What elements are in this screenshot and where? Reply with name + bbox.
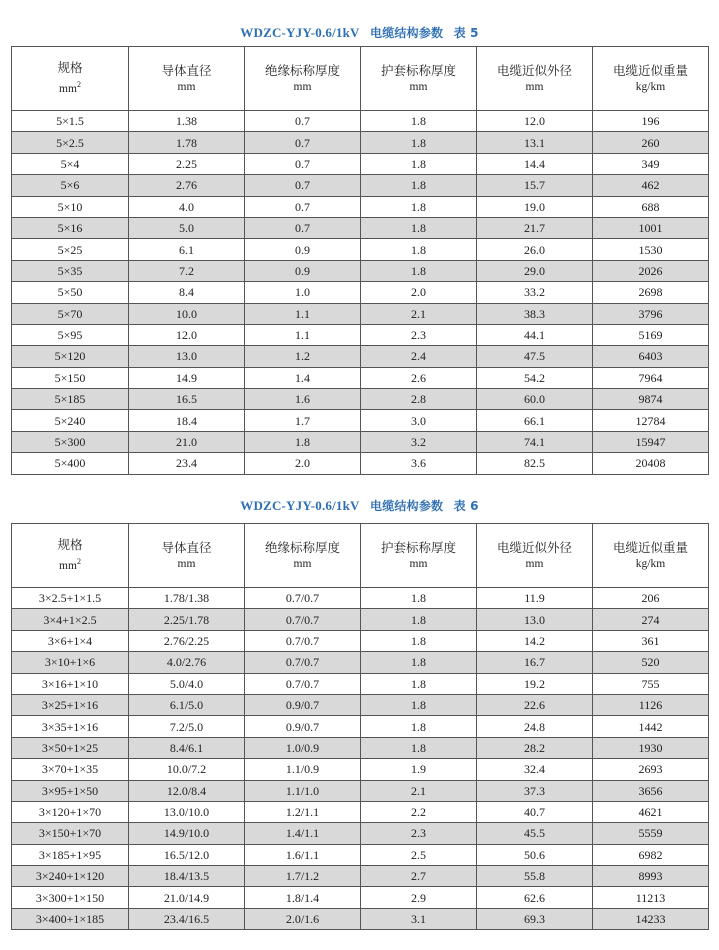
table-cell: 1.6 [245,389,361,410]
table-cell: 0.7/0.7 [245,588,361,609]
table-cell: 260 [593,132,709,153]
table6-caption-title: 电缆结构参数 [370,499,444,513]
table-row [12,431,709,452]
table-cell: 13.0 [129,346,245,367]
table-cell: 10.0/7.2 [129,759,245,780]
table-cell: 5×120 [12,346,129,367]
table-cell: 1.8 [361,694,477,715]
table-cell: 1.4 [245,367,361,388]
table-row [12,588,709,609]
table-cell: 4.0/2.76 [129,652,245,673]
table-row [12,153,709,174]
table-cell: 2.8 [361,389,477,410]
table-cell: 1.8 [361,153,477,174]
table-cell: 3×185+1×95 [12,844,129,865]
table-cell: 2.3 [361,823,477,844]
table-cell: 14.9 [129,367,245,388]
table-cell: 29.0 [477,260,593,281]
table-row [12,175,709,196]
header-title: 绝缘标称厚度 [264,539,340,555]
table-cell: 5×70 [12,303,129,324]
table-cell: 15947 [593,431,709,452]
table-cell: 5×25 [12,239,129,260]
table-cell: 3×120+1×70 [12,801,129,822]
table-cell: 0.7 [245,153,361,174]
table-cell: 1.0 [245,282,361,303]
table6-header-cell [593,524,709,588]
header-unit-superscript: 2 [76,557,81,567]
header-unit [361,79,476,96]
table-row [12,716,709,737]
table-cell: 2693 [593,759,709,780]
table-cell: 520 [593,652,709,673]
table-cell: 14233 [593,908,709,929]
table-cell: 2.76/2.25 [129,630,245,651]
header-unit-text: mm [293,80,312,93]
table-cell: 1.78/1.38 [129,588,245,609]
table-cell: 19.0 [477,196,593,217]
table-row [12,196,709,217]
table-cell: 0.7/0.7 [245,630,361,651]
table-cell: 0.9/0.7 [245,716,361,737]
table-row [12,737,709,758]
table-cell: 3×25+1×16 [12,694,129,715]
table-cell: 5559 [593,823,709,844]
table5-header-cell [245,47,361,111]
table-cell: 3×400+1×185 [12,908,129,929]
table-cell: 60.0 [477,389,593,410]
table-cell: 1.8/1.4 [245,887,361,908]
table-cell: 1530 [593,239,709,260]
table-cell: 2.2 [361,801,477,822]
table-cell: 1.8 [361,217,477,238]
table-row [12,282,709,303]
table-cell: 3×50+1×25 [12,737,129,758]
table-cell: 3×35+1×16 [12,716,129,737]
table-cell: 1.8 [361,609,477,630]
table-row [12,908,709,929]
table-cell: 0.9 [245,239,361,260]
table-cell: 5×185 [12,389,129,410]
table-cell: 196 [593,111,709,132]
table-cell: 15.7 [477,175,593,196]
header-unit-text: mm [525,80,544,93]
table-row [12,823,709,844]
table-cell: 1.4/1.1 [245,823,361,844]
table-row [12,367,709,388]
table5-body [12,111,709,475]
header-unit-text: mm [177,80,196,93]
table-cell: 8.4 [129,282,245,303]
table-row [12,673,709,694]
table-cell: 0.7 [245,132,361,153]
table-cell: 19.2 [477,673,593,694]
table-cell: 5.0/4.0 [129,673,245,694]
table-cell: 6.1/5.0 [129,694,245,715]
header-title: 规格 [57,60,83,76]
table-row [12,453,709,474]
header-unit-text: kg/km [635,80,666,93]
table-cell: 55.8 [477,866,593,887]
table-cell: 1.7/1.2 [245,866,361,887]
table-row [12,887,709,908]
table-cell: 1.8 [361,652,477,673]
table5-header-cell [477,47,593,111]
table-cell: 11.9 [477,588,593,609]
table5-caption-model: WDZC-YJY-0.6/1kV [240,25,360,40]
table-cell: 0.7/0.7 [245,673,361,694]
table5-header-cell [12,47,129,111]
header-unit-superscript: 2 [76,80,81,90]
table-row [12,389,709,410]
table-cell: 0.7 [245,175,361,196]
table-cell: 3.1 [361,908,477,929]
table-cell: 2.1 [361,303,477,324]
header-unit [477,79,592,96]
header-title: 电缆近似外径 [496,62,572,78]
table-cell: 1.8 [361,630,477,651]
table6-header-row [12,524,709,588]
table-cell: 1.1/0.9 [245,759,361,780]
table-cell: 12784 [593,410,709,431]
header-unit-text: mm [59,82,77,95]
table-cell: 2.6 [361,367,477,388]
header-unit-text: mm [293,557,312,570]
table-cell: 14.9/10.0 [129,823,245,844]
table-cell: 2.25 [129,153,245,174]
table-cell: 0.9/0.7 [245,694,361,715]
header-title: 电缆近似重量 [612,539,688,555]
header-unit [593,79,708,96]
table-cell: 361 [593,630,709,651]
table-cell: 28.2 [477,737,593,758]
table6-caption [0,497,719,514]
table-cell: 1.1 [245,303,361,324]
table-row [12,694,709,715]
table-cell: 23.4 [129,453,245,474]
table-cell: 1.8 [361,132,477,153]
header-unit [129,79,244,96]
table-cell: 32.4 [477,759,593,780]
table-cell: 3×10+1×6 [12,652,129,673]
table-cell: 2.4 [361,346,477,367]
table-cell: 66.1 [477,410,593,431]
table-cell: 5×1.5 [12,111,129,132]
table-cell: 5×50 [12,282,129,303]
header-unit [245,79,360,96]
table-cell: 1.8 [361,588,477,609]
table-cell: 2.25/1.78 [129,609,245,630]
table-cell: 2.3 [361,324,477,345]
table-cell: 3656 [593,780,709,801]
table-cell: 5×400 [12,453,129,474]
table-cell: 5×10 [12,196,129,217]
header-unit-text: mm [409,80,428,93]
table-cell: 5.0 [129,217,245,238]
table-cell: 7.2 [129,260,245,281]
table-cell: 13.0/10.0 [129,801,245,822]
table-row [12,410,709,431]
table6-header-cell [245,524,361,588]
table-cell: 3×6+1×4 [12,630,129,651]
table-cell: 4621 [593,801,709,822]
table-cell: 45.5 [477,823,593,844]
table-cell: 3×4+1×2.5 [12,609,129,630]
table-cell: 3×240+1×120 [12,866,129,887]
table-cell: 2.7 [361,866,477,887]
header-unit-text: mm [59,559,77,572]
table-cell: 1.8 [361,260,477,281]
header-title: 电缆近似重量 [612,62,688,78]
table-cell: 0.7/0.7 [245,652,361,673]
header-unit [12,76,128,98]
header-title: 导体直径 [161,62,212,78]
table-cell: 24.8 [477,716,593,737]
table-cell: 21.0 [129,431,245,452]
table-cell: 688 [593,196,709,217]
table-cell: 2.1 [361,780,477,801]
table-cell: 11213 [593,887,709,908]
table-cell: 0.7/0.7 [245,609,361,630]
table-cell: 3×70+1×35 [12,759,129,780]
table-cell: 1.8 [361,737,477,758]
table-cell: 1.8 [361,716,477,737]
table-cell: 0.7 [245,217,361,238]
table-cell: 18.4/13.5 [129,866,245,887]
header-unit [361,556,476,573]
table-cell: 1.1/1.0 [245,780,361,801]
table6 [11,523,709,930]
table-row [12,652,709,673]
table-cell: 5×35 [12,260,129,281]
table-cell: 5×150 [12,367,129,388]
table-cell: 1.8 [361,111,477,132]
header-title: 规格 [57,537,83,553]
table-row [12,111,709,132]
table-cell: 13.1 [477,132,593,153]
table-cell: 14.2 [477,630,593,651]
table-cell: 62.6 [477,887,593,908]
table-cell: 1.2 [245,346,361,367]
table-cell: 13.0 [477,609,593,630]
table6-header-cell [12,524,129,588]
table-row [12,844,709,865]
table-cell: 1.8 [361,175,477,196]
table-cell: 21.7 [477,217,593,238]
table-cell: 2.0/1.6 [245,908,361,929]
table-cell: 5×6 [12,175,129,196]
table-cell: 5×4 [12,153,129,174]
table-cell: 4.0 [129,196,245,217]
table-row [12,217,709,238]
table5-caption-title: 电缆结构参数 [370,26,444,40]
table-row [12,239,709,260]
table-cell: 462 [593,175,709,196]
table-cell: 2.0 [245,453,361,474]
table-cell: 8.4/6.1 [129,737,245,758]
table-cell: 33.2 [477,282,593,303]
table-cell: 1930 [593,737,709,758]
table5-header-cell [593,47,709,111]
table-cell: 2.9 [361,887,477,908]
table-cell: 5×240 [12,410,129,431]
table-cell: 22.6 [477,694,593,715]
table-row [12,780,709,801]
table-cell: 20408 [593,453,709,474]
table-cell: 3×150+1×70 [12,823,129,844]
table-cell: 274 [593,609,709,630]
table-cell: 82.5 [477,453,593,474]
table-cell: 40.7 [477,801,593,822]
header-unit [129,556,244,573]
table-cell: 6982 [593,844,709,865]
table-row [12,801,709,822]
table6-caption-model: WDZC-YJY-0.6/1kV [240,498,360,513]
table-cell: 1.7 [245,410,361,431]
table-cell: 74.1 [477,431,593,452]
table-cell: 3×300+1×150 [12,887,129,908]
table-cell: 16.5/12.0 [129,844,245,865]
table-row [12,324,709,345]
table-cell: 2.5 [361,844,477,865]
table5-header-cell [129,47,245,111]
table-cell: 38.3 [477,303,593,324]
table-cell: 12.0/8.4 [129,780,245,801]
table-cell: 7964 [593,367,709,388]
table-row [12,132,709,153]
table-row [12,303,709,324]
table-cell: 18.4 [129,410,245,431]
table-cell: 1.8 [361,196,477,217]
table-cell: 206 [593,588,709,609]
table-cell: 1126 [593,694,709,715]
table-cell: 5×2.5 [12,132,129,153]
header-title: 绝缘标称厚度 [264,62,340,78]
table-cell: 1001 [593,217,709,238]
table-row [12,260,709,281]
table-cell: 8993 [593,866,709,887]
table-cell: 1.9 [361,759,477,780]
table-cell: 5×300 [12,431,129,452]
table-cell: 0.7 [245,111,361,132]
table-cell: 0.7 [245,196,361,217]
header-unit-text: mm [409,557,428,570]
table-cell: 1442 [593,716,709,737]
table-cell: 47.5 [477,346,593,367]
header-unit [477,556,592,573]
table-cell: 9874 [593,389,709,410]
table-cell: 6.1 [129,239,245,260]
header-unit [593,556,708,573]
table-cell: 3×2.5+1×1.5 [12,588,129,609]
table-cell: 2.0 [361,282,477,303]
table-cell: 54.2 [477,367,593,388]
table-cell: 6403 [593,346,709,367]
table-cell: 5×16 [12,217,129,238]
table5-caption-number: 表 5 [453,26,479,40]
table6-caption-number: 表 6 [453,499,479,513]
header-unit-text: kg/km [635,557,666,570]
table-cell: 2.76 [129,175,245,196]
table-cell: 16.5 [129,389,245,410]
table-cell: 21.0/14.9 [129,887,245,908]
table-cell: 3×95+1×50 [12,780,129,801]
table5-caption [0,24,719,41]
table-cell: 3.2 [361,431,477,452]
header-unit-text: mm [177,557,196,570]
header-title: 护套标称厚度 [380,62,456,78]
table-cell: 1.8 [245,431,361,452]
table6-body [12,588,709,930]
table-cell: 5169 [593,324,709,345]
header-title: 电缆近似外径 [496,539,572,555]
table-cell: 1.2/1.1 [245,801,361,822]
table-cell: 14.4 [477,153,593,174]
table-cell: 50.6 [477,844,593,865]
table-cell: 1.38 [129,111,245,132]
table6-header-cell [477,524,593,588]
table-cell: 1.1 [245,324,361,345]
table-cell: 7.2/5.0 [129,716,245,737]
table-cell: 1.8 [361,239,477,260]
table-row [12,866,709,887]
table-row [12,346,709,367]
table-cell: 5×95 [12,324,129,345]
table-cell: 23.4/16.5 [129,908,245,929]
table-cell: 1.6/1.1 [245,844,361,865]
header-title: 导体直径 [161,539,212,555]
table-row [12,630,709,651]
header-title: 护套标称厚度 [380,539,456,555]
table5 [11,46,709,475]
table-cell: 3796 [593,303,709,324]
table-cell: 755 [593,673,709,694]
table-cell: 3.0 [361,410,477,431]
table-cell: 2698 [593,282,709,303]
table-row [12,759,709,780]
header-unit [12,553,128,575]
table6-header-cell [129,524,245,588]
table-cell: 0.9 [245,260,361,281]
table-cell: 2026 [593,260,709,281]
table-cell: 69.3 [477,908,593,929]
table-cell: 44.1 [477,324,593,345]
table-cell: 10.0 [129,303,245,324]
header-unit-text: mm [525,557,544,570]
table-cell: 12.0 [129,324,245,345]
table5-header-row [12,47,709,111]
header-unit [245,556,360,573]
table5-header-cell [361,47,477,111]
table6-header-cell [361,524,477,588]
table-cell: 3.6 [361,453,477,474]
table-cell: 1.8 [361,673,477,694]
table-cell: 1.78 [129,132,245,153]
table-cell: 37.3 [477,780,593,801]
table-cell: 1.0/0.9 [245,737,361,758]
table-row [12,609,709,630]
table-cell: 26.0 [477,239,593,260]
table-cell: 16.7 [477,652,593,673]
table-cell: 349 [593,153,709,174]
table-cell: 3×16+1×10 [12,673,129,694]
table-cell: 12.0 [477,111,593,132]
